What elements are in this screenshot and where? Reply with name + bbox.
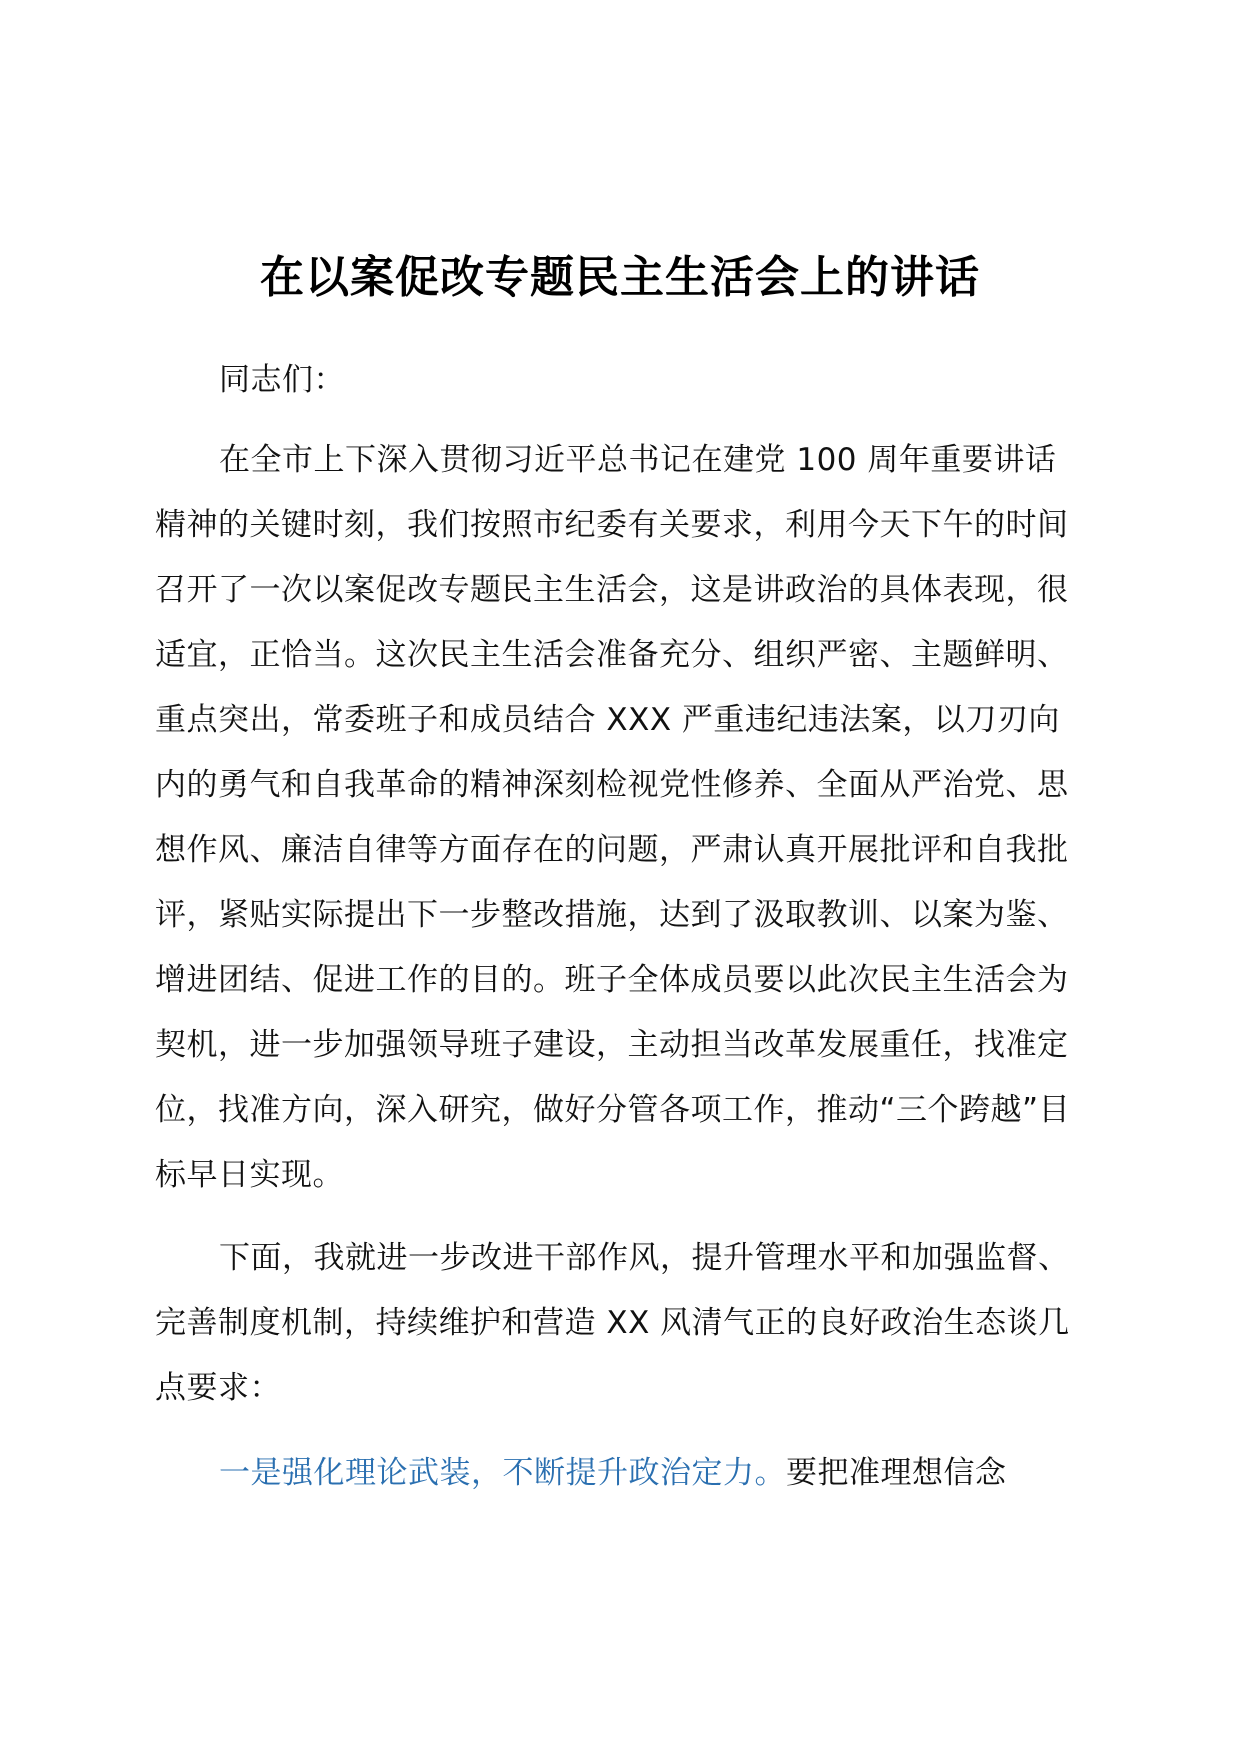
paragraph-point-one [155, 1441, 1085, 1506]
point-one-text: 要把准理想信念 [786, 1455, 1007, 1491]
paragraph-requirements-lead: 下面，我就进一步改进干部作风，提升管理水平和加强监督、完善制度机制，持续维护和营造 XX 风清气正的良好政治生态谈几点要求： [155, 1240, 1070, 1406]
document-title: 在以案促改专题民主生活会上的讲话 [260, 252, 980, 303]
point-one-heading: 一是强化理论武装，不断提升政治定力。 [219, 1455, 786, 1491]
salutation: 同志们： [219, 362, 345, 398]
paragraph-intro: 在全市上下深入贯彻习近平总书记在建党 100 周年重要讲话精神的关键时刻，我们按照市纪委有关要求，利用今天下午的时间召开了一次以案促改专题民主生活会，这是讲政治的具体表现，很适宜，正恰当。这次民主生活会准备充分、组织严密、主题鲜明、重点突出，常委班子和成员结合 XXX 严重违纪违法案，以刀刃向内的勇气和自我革命的精神深刻检视党性修养、全面从严治党、思想作风、廉洁自律等方面存在的问题，严肃认真开展批评和自我批评，紧贴实际提出下一步整改措施，达到了汲取教训、以案为鉴、增进团结、促进工作的目的。班子全体成员要以此次民主生活会为契机，进一步加强领导班子建设，主动担当改革发展重任，找准定位，找准方向，深入研究，做好分管各项工作，推动“三个跨越”目标早日实现。 [155, 442, 1071, 1193]
